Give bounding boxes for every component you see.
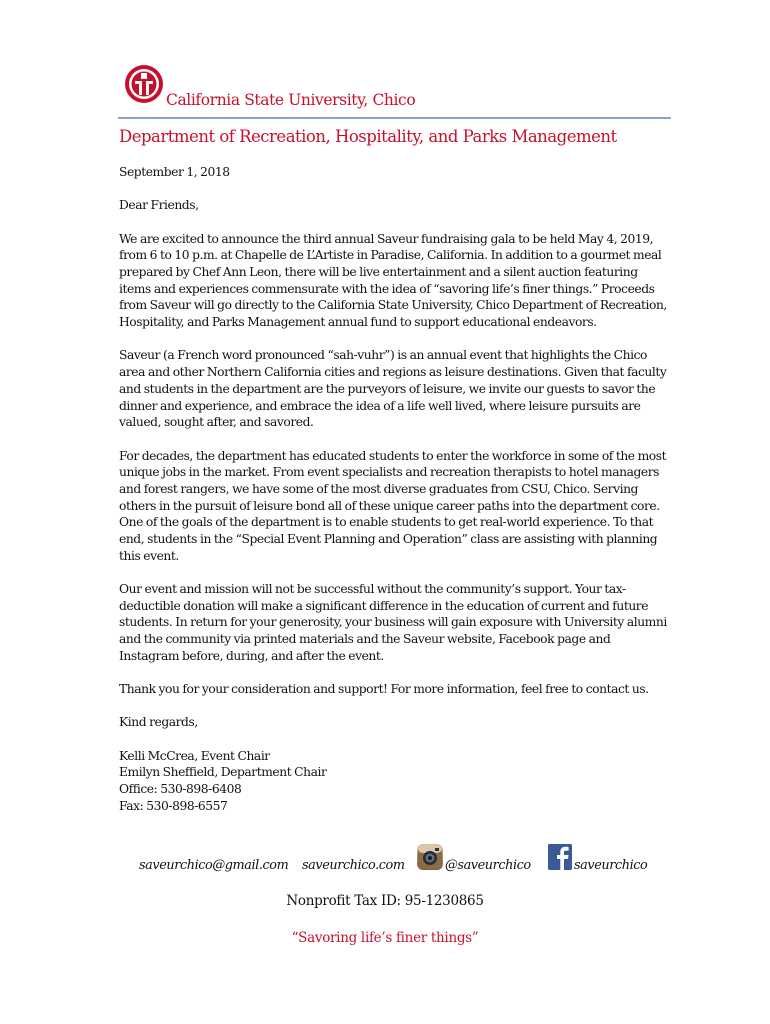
instagram-icon[interactable] [417, 844, 443, 870]
paragraph-thanks: Thank you for your consideration and support! For more information, feel free to contact us. [119, 682, 649, 697]
signature-line: Fax: 530-898-6557 [119, 798, 228, 813]
email-link[interactable]: saveurchico@gmail.com [139, 858, 289, 873]
signature-line: Office: 530-898-6408 [119, 782, 242, 797]
signature-line: Emilyn Sheffield, Department Chair [119, 765, 327, 780]
university-seal-logo [124, 64, 164, 104]
letter-date: September 1, 2018 [119, 165, 230, 179]
website-link[interactable]: saveurchico.com [302, 858, 405, 873]
paragraph-department: For decades, the department has educated students to enter the workforce in some of the most unique jobs in the market. From event specialists and recreation therapists to hotel managers and forest rangers, we have some of the most diverse graduates from CSU, Chico. Serving others in the pursuit of leisure bond all of these unique career paths into the department core. One of the goals of the department is to enable students to get real-world experience. To that end, students in the “Special Event Planning and Operation” class are assisting with planning this event. [119, 448, 667, 563]
letter-body [119, 164, 670, 815]
instagram-handle[interactable]: @saveurchico [445, 858, 531, 873]
letter-greeting: Dear Friends, [119, 198, 199, 213]
paragraph-announcement: We are excited to announce the third annual Saveur fundraising gala to be held May 4, 2019, from 6 to 10 p.m. at Chapelle de L’Artiste in Paradise, California. In addition to a gourmet meal prepared by Chef Ann Leon, there will be live entertainment and a silent auction featuring items and experiences commensurate with the idea of “savoring life’s finer things.” Proceeds from Saveur will go directly to the California State University, Chico Department of Recreation, Hospitality, and Parks Management annual fund to support educational endeavors. [119, 231, 667, 330]
department-title: Department of Recreation, Hospitality, and Parks Management [119, 127, 617, 146]
contact-row [0, 844, 770, 876]
facebook-handle[interactable]: saveurchico [574, 858, 648, 873]
tagline: “Savoring life’s finer things” [291, 930, 479, 946]
signature-line: Kelli McCrea, Event Chair [119, 748, 270, 763]
signature-block [119, 748, 670, 815]
header-divider [118, 117, 671, 119]
paragraph-about-saveur: Saveur (a French word pronounced “sah-vuhr”) is an annual event that highlights the Chico area and other Northern California cities and regions as leisure destinations. Given that faculty and students in the department are the purveyors of leisure, we invite our guests to savor the dinner and experience, and embrace the idea of a life well lived, where leisure pursuits are valued, sought after, and savored. [119, 348, 667, 430]
university-name: California State University, Chico [166, 91, 416, 109]
tax-id: Nonprofit Tax ID: 95-1230865 [286, 893, 484, 909]
letter-closing: Kind regards, [119, 715, 198, 730]
paragraph-support: Our event and mission will not be successful without the community’s support. Your tax-deductible donation will make a significant difference in the education of current and future students. In return for your generosity, your business will gain exposure with University alumni and the community via printed materials and the Saveur website, Facebook page and Instagram before, during, and after the event. [119, 582, 667, 663]
facebook-icon[interactable] [548, 844, 572, 870]
